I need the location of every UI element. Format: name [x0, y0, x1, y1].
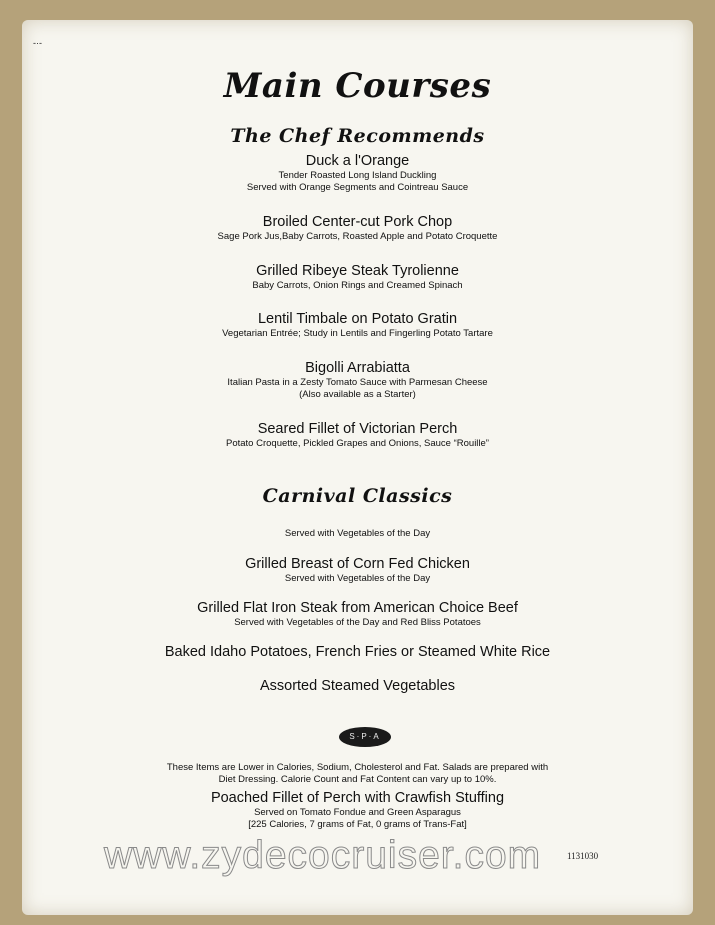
- classics-intro: Served with Vegetables of the Day: [284, 528, 431, 539]
- classics-section-heading: Carnival Classics: [262, 485, 453, 507]
- dish-description: Tender Roasted Long Island Duckling: [278, 170, 437, 181]
- dish-name: Lentil Timbale on Potato Gratin: [257, 311, 458, 327]
- dish-description: Served with Orange Segments and Cointreau Sauce: [246, 182, 469, 193]
- spa-note: These Items are Lower in Calories, Sodium, Cholesterol and Fat. Salads are prepared with: [166, 762, 549, 773]
- dish-description: Italian Pasta in a Zesty Tomato Sauce with Parmesan Cheese: [227, 377, 488, 388]
- corner-mark: -·-: [33, 38, 42, 48]
- dish-name: Assorted Steamed Vegetables: [259, 678, 456, 694]
- dish-name: Baked Idaho Potatoes, French Fries or Steamed White Rice: [164, 644, 551, 660]
- dish-description: (Also available as a Starter): [299, 389, 416, 400]
- chef-section-heading: The Chef Recommends: [230, 125, 485, 147]
- dish-description: Sage Pork Jus,Baby Carrots, Roasted Apple and Potato Croquette: [217, 231, 498, 242]
- dish-name: Grilled Flat Iron Steak from American Choice Beef: [197, 600, 518, 616]
- dish-name: Bigolli Arrabiatta: [305, 360, 410, 376]
- dish-description: Served on Tomato Fondue and Green Asparagus: [254, 807, 461, 818]
- dish-description: Potato Croquette, Pickled Grapes and Onions, Sauce “Rouille”: [226, 438, 489, 449]
- dish-description: Served with Vegetables of the Day and Red Bliss Potatoes: [234, 617, 481, 628]
- dish-name: Duck a l'Orange: [305, 153, 410, 169]
- menu-code: 1131030: [567, 851, 599, 861]
- page-title: Main Courses: [223, 66, 492, 106]
- dish-description: Vegetarian Entrée; Study in Lentils and Fingerling Potato Tartare: [222, 328, 493, 339]
- dish-description: Baby Carrots, Onion Rings and Creamed Spinach: [252, 280, 463, 291]
- watermark-text: www.zydecocruiser.com: [104, 834, 542, 877]
- dish-name: Broiled Center-cut Pork Chop: [262, 214, 453, 230]
- dish-name: Seared Fillet of Victorian Perch: [257, 421, 458, 437]
- dish-description: Served with Vegetables of the Day: [284, 573, 431, 584]
- spa-logo: S·P·A: [339, 727, 391, 747]
- spa-note: Diet Dressing. Calorie Count and Fat Content can vary up to 10%.: [218, 774, 497, 785]
- dish-description: [225 Calories, 7 grams of Fat, 0 grams of Trans-Fat]: [248, 819, 467, 830]
- dish-name: Grilled Breast of Corn Fed Chicken: [245, 556, 470, 572]
- dish-name: Grilled Ribeye Steak Tyrolienne: [256, 263, 459, 279]
- dish-name: Poached Fillet of Perch with Crawfish Stuffing: [210, 790, 505, 806]
